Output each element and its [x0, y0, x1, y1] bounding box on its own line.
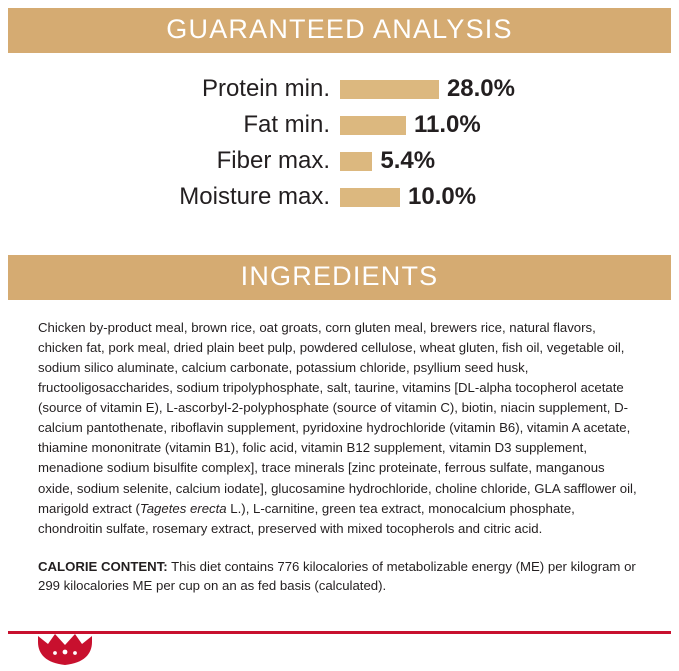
- table-row: [0, 179, 679, 215]
- nutrient-bar: [340, 80, 439, 99]
- nutrient-bar: [340, 188, 400, 207]
- nutrient-label: Protein min.: [201, 75, 330, 102]
- nutrient-bar: [340, 152, 372, 171]
- nutrient-label: Fiber max.: [216, 147, 330, 174]
- nutrient-value: 10.0%: [408, 183, 477, 210]
- nutrient-value: 11.0%: [414, 111, 481, 138]
- nutrient-label: Fat min.: [243, 111, 330, 138]
- nutrient-value: 5.4%: [380, 147, 436, 174]
- nutrient-label: Moisture max.: [179, 183, 330, 210]
- nutrient-bar-wrap: [340, 183, 515, 211]
- ingredients-title: INGREDIENTS: [240, 261, 439, 291]
- footer-divider: [8, 631, 671, 634]
- nutrient-bar-wrap: [340, 111, 515, 139]
- guaranteed-analysis-banner: [8, 8, 671, 53]
- nutrient-value: 28.0%: [446, 75, 515, 102]
- ingredients-banner: [8, 255, 671, 300]
- ingredients-text-part-1: Chicken by-product meal, brown rice, oat groats, corn gluten meal, brewers rice, natural flavors, chicken fat, pork meal, dried plain beet pulp, powdered cellulose, wheat gluten, fish oil, vegetable oil, sodium silico aluminate, calcium carbonate, potassium chloride, psyllium seed husk, fructooligosaccharides, sodium tripolyphosphate, salt, taurine, vitamins [DL-alpha tocopherol acetate (source of vitamin E), L-ascorbyl-2-polyphosphate (source of vitamin C), biotin, niacin supplement, D-calcium pantothenate, riboflavin supplement, pyridoxine hydrochloride (vitamin B6), vitamin A acetate, thiamine mononitrate (vitamin B1), folic acid, vitamin B12 supplement, vitamin D3 supplement, menadione sodium bisulfite complex], trace minerals [zinc proteinate, ferrous sulfate, manganous oxide, sodium selenite, calcium iodate], glucosamine hydrochloride, choline chloride, GLA safflower oil, marigold extract (: [38, 320, 637, 516]
- ingredients-text: [38, 318, 641, 539]
- table-row: [0, 143, 679, 179]
- guaranteed-analysis-section: [0, 53, 679, 229]
- footer: [0, 622, 679, 668]
- calorie-content-text: This diet contains 776 kilocalories of metabolizable energy (ME) per kilogram or 299 kilocalories ME per cup on an as fed basis (calculated).: [38, 558, 636, 594]
- nutrient-bar-wrap: [340, 75, 515, 103]
- guaranteed-analysis-title: GUARANTEED ANALYSIS: [166, 14, 513, 44]
- table-row: [0, 107, 679, 143]
- ingredients-section: [0, 300, 679, 539]
- nutrient-bar: [340, 116, 406, 135]
- nutrient-bar-wrap: [340, 147, 515, 175]
- table-row: [0, 71, 679, 107]
- ingredients-text-part-2: L.), L-carnitine, green tea extract, monocalcium phosphate, chondroitin sulfate, rosemary extract, preserved with mixed tocopherols and citric acid.: [38, 500, 575, 536]
- ingredients-text-italic: Tagetes erecta: [139, 500, 227, 516]
- section-spacer: [0, 229, 679, 255]
- calorie-content-label: CALORIE CONTENT:: [38, 558, 168, 574]
- calorie-content-block: [38, 557, 641, 597]
- royal-canin-crown-logo: [36, 632, 94, 666]
